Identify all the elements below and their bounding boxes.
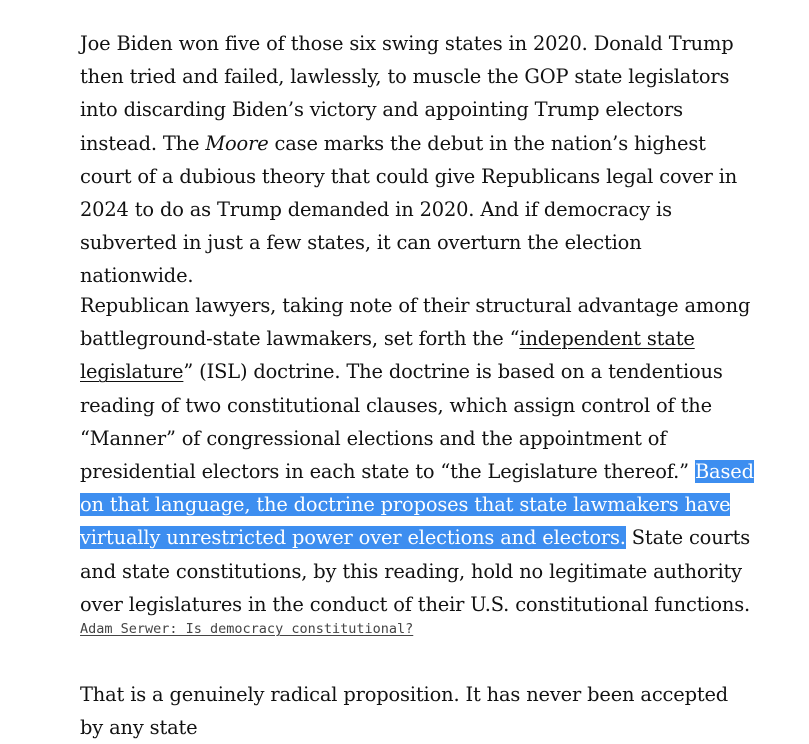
paragraph-2-text-b: ” (ISL) doctrine. The doctrine is based on a tendentious reading of two constitutional clauses, which assign control of the “Manner” of congressional elections and the appointment of presidential electors in each state to “the Legislature thereof.” bbox=[80, 360, 723, 484]
paragraph-2 bbox=[80, 289, 755, 621]
paragraph-1-text-a: Joe Biden won five of those six swing states in 2020. Donald Trump then tried and failed, lawlessly, to muscle the GOP state legislators into discarding Biden’s victory and appointing Trump electors instead. The bbox=[80, 32, 734, 155]
paragraph-3 bbox=[80, 678, 755, 744]
isl-doctrine-link[interactable]: independent state legislature bbox=[80, 327, 695, 384]
paragraph-1-text-b: case marks the debut in the nation’s highest court of a dubious theory that could give Republicans legal cover in 2024 to do as Trump demanded in 2020. And if democracy is subverted in just a few states, it can overturn the election nationwide. bbox=[80, 131, 738, 288]
paragraph-2-text-a: Republican lawyers, taking note of their structural advantage among battleground-state lawmakers, set forth the “ bbox=[80, 294, 751, 351]
paragraph-2-text-c: State courts and state constitutions, by this reading, hold no legitimate authority over legislatures in the conduct of their U.S. constitutional functions. bbox=[80, 526, 751, 616]
selected-text-highlight[interactable]: Based on that language, the doctrine proposes that state lawmakers have virtually unrestricted power over elections and electors. bbox=[80, 460, 754, 550]
paragraph-1 bbox=[80, 27, 755, 293]
related-article-link[interactable]: Adam Serwer: Is democracy constitutional? bbox=[80, 621, 414, 637]
paragraph-3-text-a: That is a genuinely radical proposition. It has never been accepted by any state bbox=[80, 683, 729, 740]
case-name-italic: Moore bbox=[205, 131, 269, 155]
